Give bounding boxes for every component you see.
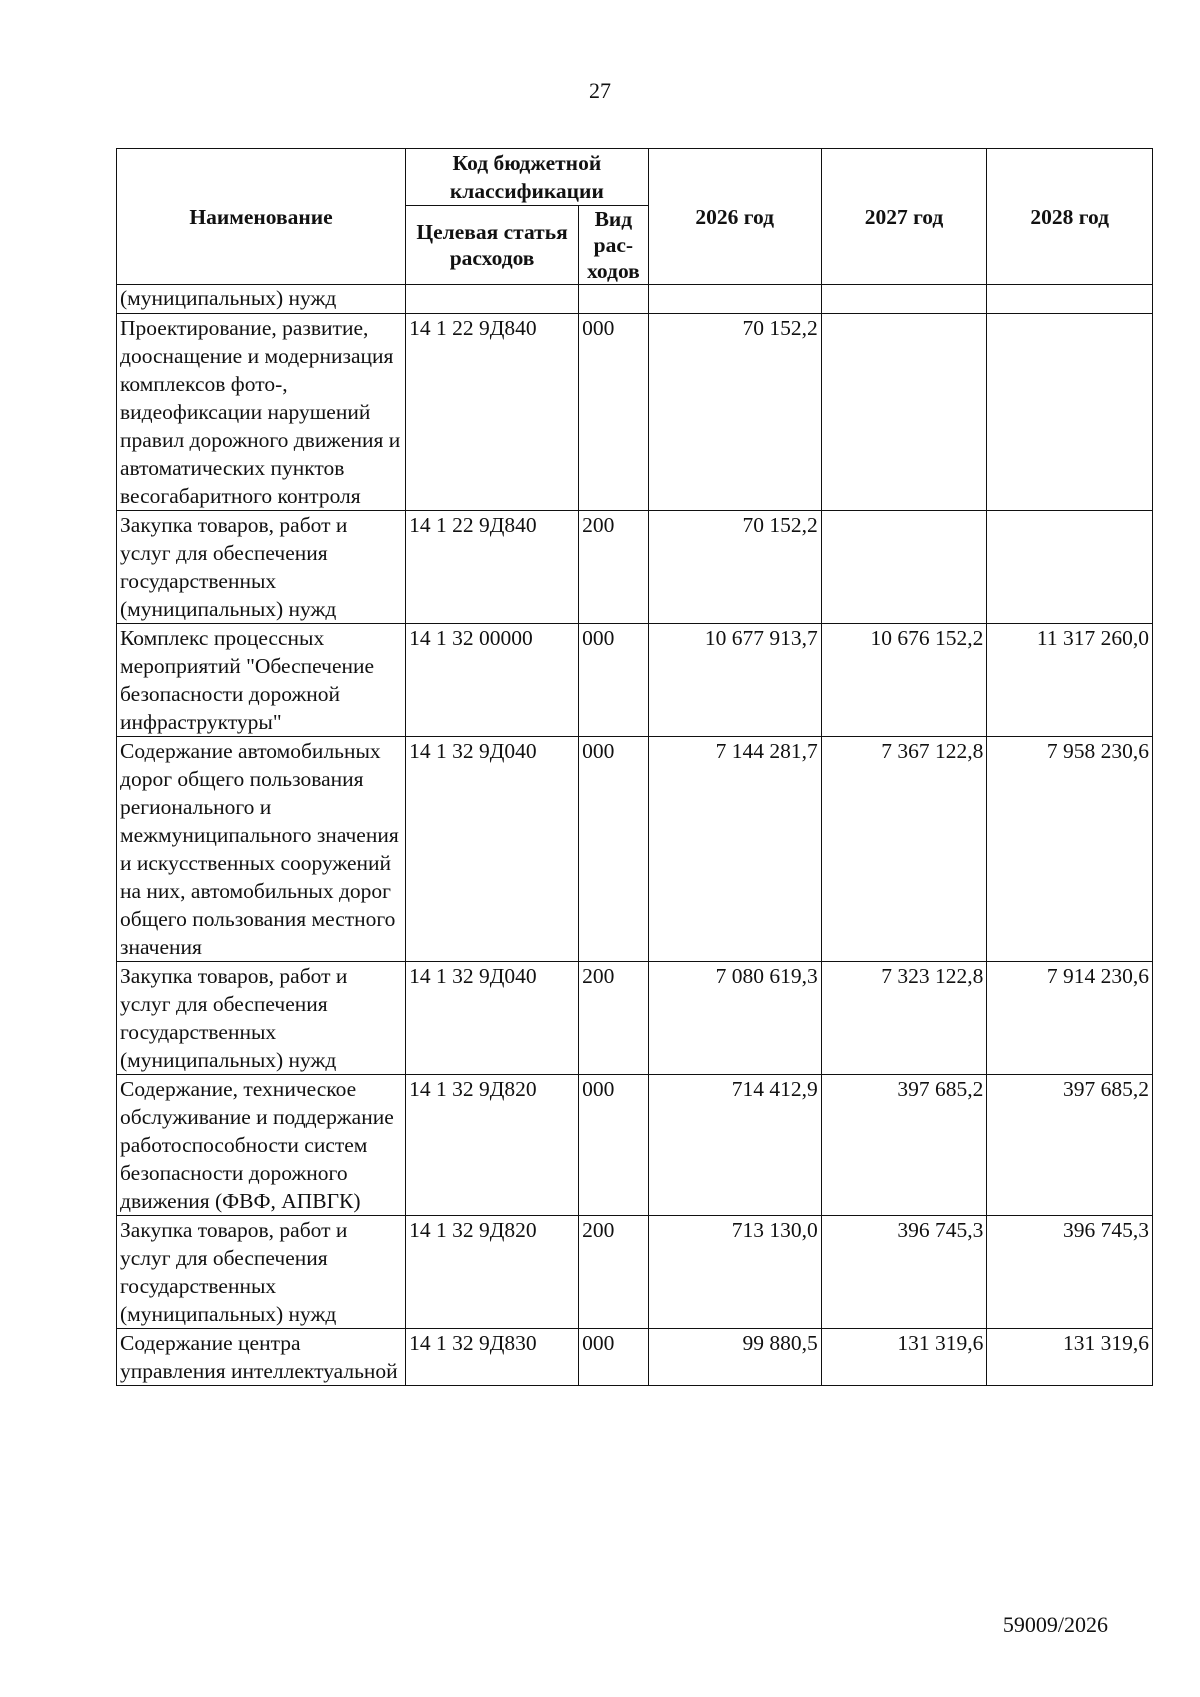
cell-2028: 7 958 230,6 xyxy=(987,737,1153,962)
cell-2026: 70 152,2 xyxy=(648,314,821,511)
header-expense-type: Вид рас-ходов xyxy=(579,206,649,285)
cell-name: (муниципальных) нужд xyxy=(117,285,406,314)
table-row xyxy=(117,314,1153,511)
cell-2027: 7 367 122,8 xyxy=(821,737,987,962)
cell-2028: 131 319,6 xyxy=(987,1329,1153,1386)
cell-expense-type xyxy=(579,285,649,314)
table-row xyxy=(117,511,1153,624)
cell-2027: 397 685,2 xyxy=(821,1075,987,1216)
cell-2028 xyxy=(987,285,1153,314)
table-row xyxy=(117,1216,1153,1329)
cell-name: Закупка товаров, работ и услуг для обеспечения государственных (муниципальных) нужд xyxy=(117,1216,406,1329)
cell-2026: 7 080 619,3 xyxy=(648,962,821,1075)
cell-code xyxy=(406,285,579,314)
cell-name: Содержание центра управления интеллектуальной xyxy=(117,1329,406,1386)
table-row xyxy=(117,737,1153,962)
cell-2027 xyxy=(821,314,987,511)
cell-2027: 10 676 152,2 xyxy=(821,624,987,737)
cell-2026: 714 412,9 xyxy=(648,1075,821,1216)
cell-2027 xyxy=(821,511,987,624)
cell-2028: 7 914 230,6 xyxy=(987,962,1153,1075)
cell-expense-type: 000 xyxy=(579,314,649,511)
table-row xyxy=(117,1075,1153,1216)
cell-2027: 131 319,6 xyxy=(821,1329,987,1386)
cell-2026: 713 130,0 xyxy=(648,1216,821,1329)
header-target-article: Целевая статья расходов xyxy=(406,206,579,285)
cell-code: 14 1 22 9Д840 xyxy=(406,314,579,511)
cell-code: 14 1 32 9Д040 xyxy=(406,737,579,962)
cell-2027 xyxy=(821,285,987,314)
cell-code: 14 1 32 9Д820 xyxy=(406,1216,579,1329)
cell-name: Комплекс процессных мероприятий "Обеспечение безопасности дорожной инфраструктуры" xyxy=(117,624,406,737)
cell-name: Закупка товаров, работ и услуг для обеспечения государственных (муниципальных) нужд xyxy=(117,511,406,624)
header-2027: 2027 год xyxy=(821,149,987,285)
cell-2026 xyxy=(648,285,821,314)
cell-2027: 7 323 122,8 xyxy=(821,962,987,1075)
cell-2026: 10 677 913,7 xyxy=(648,624,821,737)
document-number: 59009/2026 xyxy=(1002,1612,1108,1637)
cell-2028 xyxy=(987,314,1153,511)
cell-expense-type: 200 xyxy=(579,1216,649,1329)
cell-name: Содержание, техническое обслуживание и поддержание работоспособности систем безопасности дорожного движения (ФВФ, АПВГК) xyxy=(117,1075,406,1216)
cell-2026: 99 880,5 xyxy=(648,1329,821,1386)
budget-table xyxy=(116,148,1153,1386)
table-row xyxy=(117,624,1153,737)
cell-2028: 396 745,3 xyxy=(987,1216,1153,1329)
header-2028: 2028 год xyxy=(987,149,1153,285)
table-row xyxy=(117,285,1153,314)
cell-2027: 396 745,3 xyxy=(821,1216,987,1329)
cell-expense-type: 000 xyxy=(579,737,649,962)
header-2026: 2026 год xyxy=(648,149,821,285)
cell-2028 xyxy=(987,511,1153,624)
header-name: Наименование xyxy=(117,149,406,285)
cell-name: Проектирование, развитие, дооснащение и модернизация комплексов фото-, видеофиксации нарушений правил дорожного движения и автоматических пунктов весогабаритного контроля xyxy=(117,314,406,511)
cell-code: 14 1 32 00000 xyxy=(406,624,579,737)
cell-name: Закупка товаров, работ и услуг для обеспечения государственных (муниципальных) нужд xyxy=(117,962,406,1075)
table-row xyxy=(117,1329,1153,1386)
table-header xyxy=(117,149,1153,285)
table-body xyxy=(117,285,1153,1386)
cell-code: 14 1 32 9Д830 xyxy=(406,1329,579,1386)
cell-expense-type: 000 xyxy=(579,1329,649,1386)
cell-code: 14 1 32 9Д040 xyxy=(406,962,579,1075)
cell-code: 14 1 22 9Д840 xyxy=(406,511,579,624)
cell-expense-type: 000 xyxy=(579,1075,649,1216)
cell-expense-type: 200 xyxy=(579,511,649,624)
table-row xyxy=(117,962,1153,1075)
cell-code: 14 1 32 9Д820 xyxy=(406,1075,579,1216)
cell-2026: 70 152,2 xyxy=(648,511,821,624)
page-number: 27 xyxy=(589,78,611,103)
cell-2028: 397 685,2 xyxy=(987,1075,1153,1216)
cell-2026: 7 144 281,7 xyxy=(648,737,821,962)
header-code-group: Код бюджетной классификации xyxy=(406,149,649,206)
cell-expense-type: 200 xyxy=(579,962,649,1075)
cell-name: Содержание автомобильных дорог общего пользования регионального и межмуниципального значения и искусственных сооружений на них, автомобильных дорог общего пользования местного значения xyxy=(117,737,406,962)
cell-expense-type: 000 xyxy=(579,624,649,737)
cell-2028: 11 317 260,0 xyxy=(987,624,1153,737)
